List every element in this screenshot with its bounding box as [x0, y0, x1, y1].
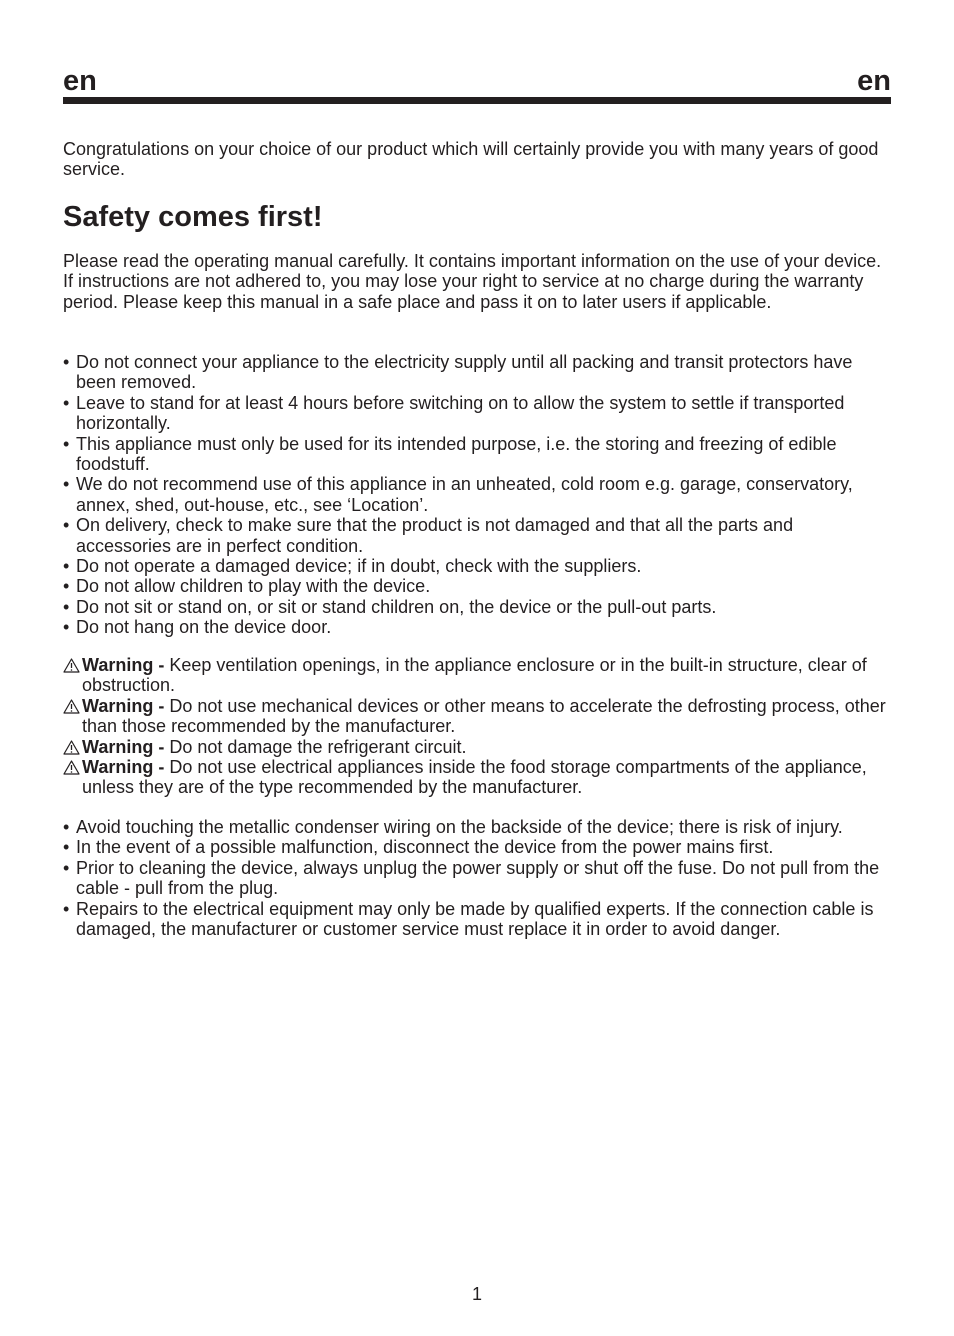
bullet: •: [63, 576, 70, 597]
list-item: [63, 393, 891, 434]
warning-text: Keep ventilation openings, in the appliance enclosure or in the built-in structure, clear of obstruction.: [82, 655, 867, 696]
list-item: [63, 556, 891, 576]
warning-item: [63, 737, 891, 757]
bullet: •: [63, 817, 70, 837]
warning-item: [63, 757, 891, 798]
bullet: •: [63, 837, 70, 858]
bullet: •: [63, 898, 70, 919]
list-item-text: Prior to cleaning the device, always unplug the power supply or shut off the fuse. Do not pull from the cable - pull from the plug.: [76, 857, 880, 899]
list-item-text: Do not allow children to play with the device.: [76, 576, 431, 597]
list-item-text: Leave to stand for at least 4 hours before switching on to allow the system to settle if transported horizontally.: [76, 392, 845, 434]
list-item: [63, 899, 891, 940]
bullet: •: [63, 352, 70, 372]
list-item-text: Do not sit or stand on, or sit or stand children on, the device or the pull-out parts.: [76, 596, 717, 617]
bullet: •: [63, 515, 70, 536]
warning-label: Warning -: [82, 655, 165, 675]
list-item-text: Do not hang on the device door.: [76, 617, 332, 638]
warning-triangle-icon: [63, 699, 80, 714]
warning-label: Warning -: [82, 736, 165, 757]
list-item: [63, 597, 891, 617]
list-item-text: In the event of a possible malfunction, disconnect the device from the power mains first.: [76, 837, 774, 858]
list-item: [63, 837, 891, 857]
page-number: 1: [471, 1284, 482, 1304]
bullet: •: [63, 392, 70, 413]
warning-text: Do not use electrical appliances inside the food storage compartments of the appliance, unless they are of the type recommended by the manufacturer.: [82, 757, 867, 798]
list-item-text: We do not recommend use of this appliance in an unheated, cold room e.g. garage, conservatory, annex, shed, out-house, etc., see ‘Location’.: [76, 474, 853, 515]
language-code-left: en: [63, 65, 97, 97]
section-title: Safety comes first!: [63, 201, 323, 233]
warnings-list: [63, 655, 891, 798]
bullet: •: [63, 474, 70, 495]
list-item: [63, 617, 891, 637]
list-item: [63, 576, 891, 596]
list-item-text: Repairs to the electrical equipment may only be made by qualified experts. If the connection cable is damaged, the manufacturer or customer service must replace it in order to avoid danger.: [76, 898, 874, 940]
safety-list-1: [63, 352, 891, 638]
list-item: [63, 515, 891, 556]
warning-triangle-icon: [63, 658, 80, 673]
warning-item: [63, 696, 891, 737]
header-rule: [63, 97, 891, 104]
list-item: [63, 352, 891, 393]
warning-triangle-icon: [63, 760, 80, 775]
warning-triangle-icon: [63, 740, 80, 755]
bullet: •: [63, 596, 70, 617]
warning-label: Warning -: [82, 757, 165, 778]
page-header: [63, 64, 891, 98]
list-item: [63, 434, 891, 475]
intro-text: Congratulations on your choice of our product which will certainly provide you with many years of good service.: [63, 139, 879, 180]
list-item-text: Avoid touching the metallic condenser wiring on the backside of the device; there is risk of injury.: [76, 817, 843, 837]
warning-text: Do not damage the refrigerant circuit.: [169, 736, 467, 757]
safety-list-2: [63, 817, 891, 939]
bullet: •: [63, 617, 70, 638]
bullet: •: [63, 433, 70, 454]
warning-item: [63, 655, 891, 696]
list-item: [63, 474, 891, 515]
instructions-paragraph: Please read the operating manual carefully. It contains important information on the use of your device. If instructions are not adhered to, you may lose your right to service at no charge during the warranty period. Please keep this manual in a safe place and pass it on to later users if applicable.: [63, 251, 882, 312]
list-item: [63, 858, 891, 899]
bullet: •: [63, 556, 70, 577]
list-item-text: On delivery, check to make sure that the product is not damaged and that all the parts and accessories are in perfect condition.: [76, 515, 794, 556]
list-item-text: Do not operate a damaged device; if in doubt, check with the suppliers.: [76, 556, 642, 577]
warning-label: Warning -: [82, 695, 165, 716]
warning-text: Do not use mechanical devices or other means to accelerate the defrosting process, other than those recommended by the manufacturer.: [82, 695, 886, 737]
list-item-text: This appliance must only be used for its intended purpose, i.e. the storing and freezing of edible foodstuff.: [76, 433, 837, 475]
list-item: [63, 817, 891, 837]
language-code-right: en: [857, 65, 891, 97]
bullet: •: [63, 857, 70, 878]
list-item-text: Do not connect your appliance to the electricity supply until all packing and transit protectors have been removed.: [76, 352, 853, 393]
